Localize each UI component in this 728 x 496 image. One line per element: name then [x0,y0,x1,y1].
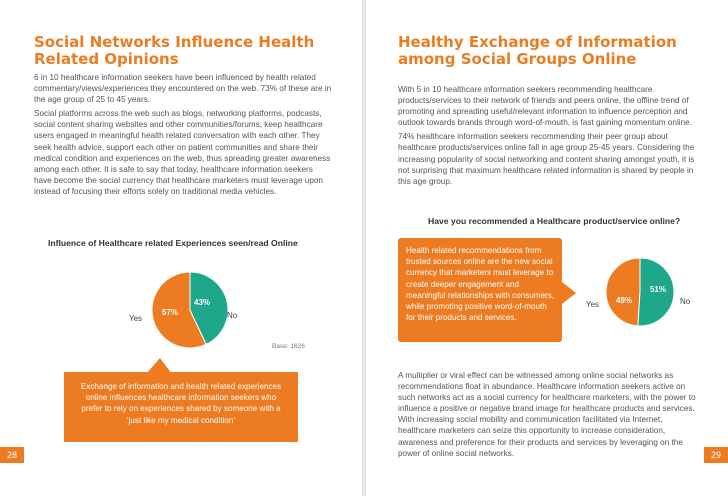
right-body [398,84,698,190]
left-title-line2: Related Opinions [34,50,179,68]
right-title-line2: among Social Groups Online [398,50,637,68]
left-pie-no-label: No [227,311,238,320]
right-title-line1: Healthy Exchange of Information [398,33,677,51]
right-chart-title: Have you recommended a Healthcare product/service online? [428,216,681,226]
right-page-title [398,34,698,68]
left-title-line1: Social Networks Influence Health [34,33,315,51]
left-body [34,72,332,200]
right-pie-slice-yes [606,258,640,326]
right-pie-yes-value: 49% [616,296,633,305]
left-page-number: 28 [0,447,24,463]
right-paragraph-1: With 5 in 10 healthcare information seekers recommending healthcare products/services to their network of friends and peers online, the offline trend of promoting and spreading useful/relevant information to influence perception and outlook towards brands through word-of-mouth, is fast gaining momentum online. [398,85,692,128]
left-chart-title: Influence of Healthcare related Experiences seen/read Online [48,238,298,248]
right-pie-yes-label: Yes [586,300,600,309]
right-pie-no-label: No [680,297,691,306]
right-paragraph-3: A multiplier or viral effect can be witnessed among online social networks as recommendations float in abundance. Healthcare information seekers active on such networks act as a social currency for healthcare marketers, with the power to influence a positive or negative brand image for healthcare products and services. With increasing social mobility and communication facilitated via Internet, healthcare marketers can seize this opportunity to increase consideration, awareness and preference for their products and services by leveraging on the power of online social networks. [398,371,696,458]
left-pie-no-value: 43% [194,298,211,307]
left-callout: Exchange of information and health related experiences online influences healthcare information seekers who prefer to rely on experiences shared by someone with a 'just like my medical condition' [64,372,298,442]
left-paragraph-2: Social platforms across the web such as blogs, networking platforms, podcasts, social content sharing websites and other communities/forums, keep healthcare users engaged in meaningful health related conversation with each other. They seek health advice, support each other on patient communities and share their medical condition and experiences on the web, thus spreading greater awareness among each other. It is safe to say that today, healthcare information seekers have become the social currency that healthcare marketers must leverage upon instead of focusing their efforts solely on traditional media vehicles. [34,109,331,196]
right-pie-no-value: 51% [650,285,667,294]
right-callout: Health related recommendations from trusted sources online are the new social currency that marketers must leverage to create deeper engagement and meaningful relationships with consumers, while promoting positive word-of-mouth for their products and services. [398,238,562,342]
right-page [366,0,728,496]
right-page-number: 29 [704,447,728,463]
base-note: Base: 1626 [272,343,305,350]
left-paragraph-1: 6 in 10 healthcare information seekers have been influenced by health related commentary/views/experiences they encountered on the web. 73% of these are in the age group of 25 to 45 years. [34,73,332,105]
right-paragraph-2: 74% healthcare information seekers recommending their peer group about healthcare products/services online fall in age group 25-45 years. Considering the increasing popularity of social networking and content sharing amongst youth, it is not surprising that maximum healthcare related information is shared by people in this age group. [398,132,695,186]
left-pie-yes-value: 57% [162,308,179,317]
right-callout-pointer [562,282,576,304]
left-page-title [34,34,334,68]
left-pie-yes-label: Yes [129,314,143,323]
left-page [0,0,362,496]
